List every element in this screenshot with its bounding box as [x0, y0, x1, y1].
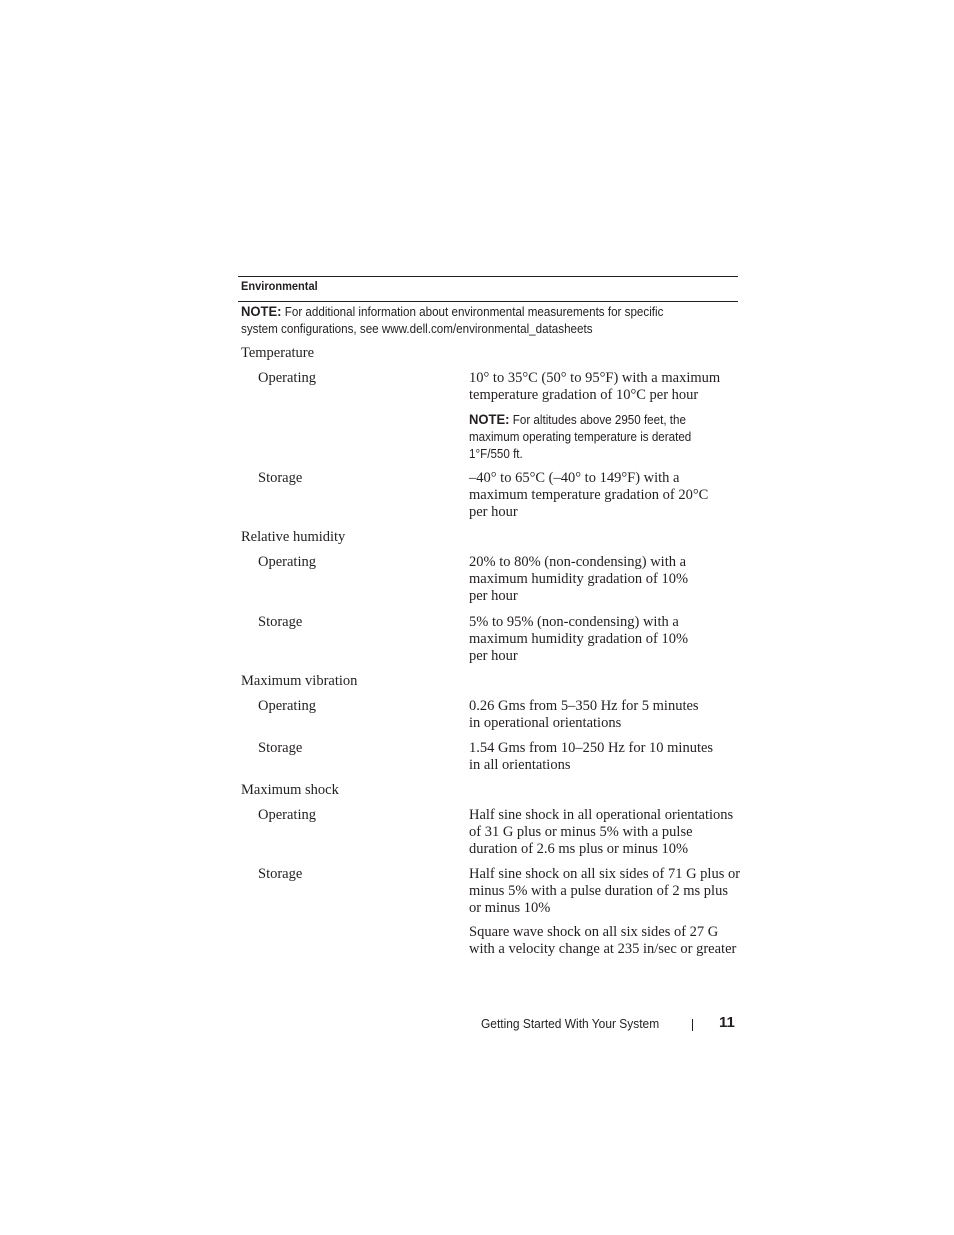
temperature-operating-note	[469, 411, 711, 463]
value-line: Half sine shock in all operational orientations	[469, 807, 734, 823]
value-line: per hour	[469, 504, 518, 520]
value-line: 0.26 Gms from 5–350 Hz for 5 minutes	[469, 698, 699, 714]
humidity-heading: Relative humidity	[241, 529, 346, 545]
value-line: –40° to 65°C (–40° to 149°F) with a	[469, 470, 680, 486]
value-line: duration of 2.6 ms plus or minus 10%	[469, 841, 689, 857]
value-line: temperature gradation of 10°C per hour	[469, 387, 699, 403]
value-line: with a velocity change at 235 in/sec or greater	[469, 941, 737, 957]
value-line: 5% to 95% (non-condensing) with a	[469, 614, 679, 630]
temperature-storage-value	[469, 470, 744, 521]
environment-note	[241, 303, 697, 338]
footer-title: Getting Started With Your System	[481, 1016, 660, 1031]
note-label: NOTE:	[469, 411, 510, 427]
value-line: per hour	[469, 588, 518, 604]
temperature-storage-label: Storage	[258, 470, 303, 486]
value-line: maximum humidity gradation of 10%	[469, 571, 689, 587]
vibration-operating-value	[469, 698, 744, 732]
value-line: minus 5% with a pulse duration of 2 ms plus	[469, 883, 728, 899]
value-line: For altitudes above 2950 feet, the	[512, 413, 686, 427]
vibration-storage-label: Storage	[258, 740, 303, 756]
humidity-operating-value	[469, 554, 744, 605]
value-line: Square wave shock on all six sides of 27 G	[469, 924, 719, 940]
shock-storage-value-2	[469, 924, 744, 958]
note-label: NOTE:	[241, 303, 282, 319]
temperature-heading: Temperature	[241, 345, 315, 361]
value-line: in operational orientations	[469, 715, 622, 731]
table-header-rule	[238, 301, 738, 302]
temperature-operating-value	[469, 370, 744, 404]
temperature-operating-label: Operating	[258, 370, 316, 386]
section-title: Environmental	[241, 279, 318, 293]
footer-separator	[692, 1019, 693, 1031]
value-line: maximum operating temperature is derated	[469, 430, 692, 444]
humidity-storage-label: Storage	[258, 614, 303, 630]
value-line: 1°F/550 ft.	[469, 447, 523, 461]
datasheets-link[interactable]: www.dell.com/environmental_datasheets	[381, 322, 593, 336]
vibration-operating-label: Operating	[258, 698, 316, 714]
value-line: 10° to 35°C (50° to 95°F) with a maximum	[469, 370, 721, 386]
note-line-1: For additional information about environmental measurements for specific	[284, 305, 664, 319]
shock-heading: Maximum shock	[241, 782, 339, 798]
value-line: or minus 10%	[469, 900, 551, 916]
value-line: in all orientations	[469, 757, 571, 773]
value-line: per hour	[469, 648, 518, 664]
note-line-2: system configurations, see	[241, 322, 382, 336]
page-number: 11	[719, 1014, 735, 1031]
shock-operating-label: Operating	[258, 807, 316, 823]
value-line: maximum temperature gradation of 20°C	[469, 487, 709, 503]
shock-storage-value	[469, 866, 744, 917]
value-line: 1.54 Gms from 10–250 Hz for 10 minutes	[469, 740, 714, 756]
value-line: of 31 G plus or minus 5% with a pulse	[469, 824, 693, 840]
vibration-heading: Maximum vibration	[241, 673, 358, 689]
value-line: 20% to 80% (non-condensing) with a	[469, 554, 687, 570]
table-top-rule	[238, 276, 738, 277]
shock-storage-label: Storage	[258, 866, 303, 882]
vibration-storage-value	[469, 740, 744, 774]
value-line: maximum humidity gradation of 10%	[469, 631, 689, 647]
humidity-operating-label: Operating	[258, 554, 316, 570]
shock-operating-value	[469, 807, 744, 858]
humidity-storage-value	[469, 614, 744, 665]
value-line: Half sine shock on all six sides of 71 G plus or	[469, 866, 741, 882]
